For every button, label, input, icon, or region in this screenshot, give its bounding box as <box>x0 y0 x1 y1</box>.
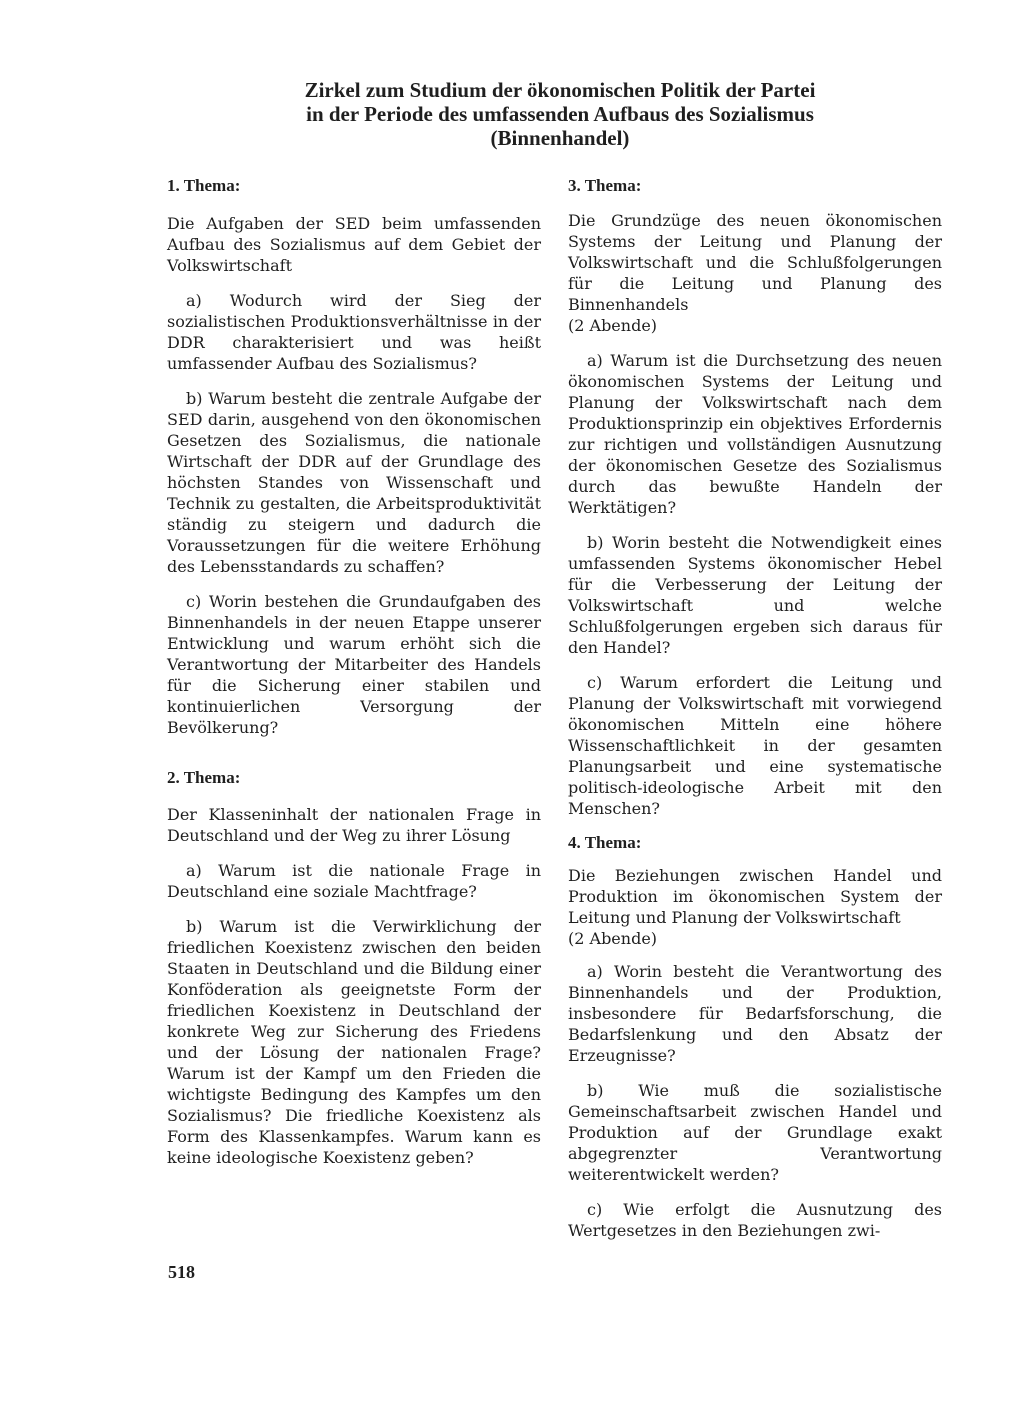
topic-3-question-b: b) Worin besteht die Notwendigkeit eines umfassenden Systems ökonomischer Hebel für die Verbesserung der Leitung der Volkswirtschaft und welche Schlußfolgerungen ergeben sich daraus für den Handel? <box>568 533 942 657</box>
topic-3-intro: Die Grundzüge des neuen ökonomischen Systems der Leitung und Planung der Volkswirtschaft und die Schlußfolgerungen für die Leitung und Planung des Binnenhandels <box>568 211 942 314</box>
left-column <box>167 176 541 1168</box>
topic-4-question-a: a) Worin besteht die Verantwortung des Binnenhandels und der Produktion, insbesondere für Bedarfsforschung, die Bedarfslenkung und den Absatz der Erzeugnisse? <box>568 962 942 1065</box>
page-number: 518 <box>168 1262 195 1282</box>
topic-3-question-a: a) Warum ist die Durchsetzung des neuen ökonomischen Systems der Leitung und Planung der Volkswirtschaft nach dem Produktionsprinzip ein objektives Erfordernis zur richtigen und vollständigen Ausnutzung der ökonomischen Gesetze des Sozialismus durch das bewußte Handeln der Werktätigen? <box>568 351 942 517</box>
topic-3-question-c: c) Warum erfordert die Leitung und Planung der Volkswirtschaft mit vorwiegend ökonomischen Mitteln eine höhere Wissenschaftlichkeit in der gesamten Planungsarbeit und eine systematische politisch-ideologische Arbeit mit den Menschen? <box>568 673 942 818</box>
topic-2-intro: Der Klasseninhalt der nationalen Frage in Deutschland und der Weg zu ihrer Lösung <box>167 805 541 845</box>
page-title <box>200 78 920 150</box>
topic-4-question-b: b) Wie muß die sozialistische Gemeinschaftsarbeit zwischen Handel und Produktion auf der Grundlage exakt abgegrenzter Verantwortung weiterentwickelt werden? <box>568 1081 942 1184</box>
topic-1-heading: 1. Thema: <box>167 176 241 195</box>
title-line-2: in der Periode des umfassenden Aufbaus des Sozialismus <box>306 102 814 126</box>
topic-1-question-c: c) Worin bestehen die Grundaufgaben des Binnenhandels in der neuen Etappe unserer Entwicklung und warum erhöht sich die Verantwortung der Mitarbeiter des Handels für die Sicherung einer stabilen und kontinuierlichen Versorgung der Bevölkerung? <box>167 592 541 737</box>
topic-4-heading: 4. Thema: <box>568 833 642 852</box>
topic-2-question-a: a) Warum ist die nationale Frage in Deutschland eine soziale Machtfrage? <box>167 861 541 901</box>
topic-3-heading: 3. Thema: <box>568 176 642 195</box>
right-column <box>568 176 942 1241</box>
topic-3-evenings: (2 Abende) <box>568 316 658 335</box>
topic-1-question-b: b) Warum besteht die zentrale Aufgabe der SED darin, ausgehend von den ökonomischen Gesetzen des Sozialismus, die nationale Wirtschaft der DDR auf der Grundlage des höchsten Standes von Wissenschaft und Technik zu gestalten, die Arbeitsproduktivität ständig zu steigern und dadurch die Voraussetzungen für die weitere Erhöhung des Lebensstandards zu schaffen? <box>167 389 541 576</box>
topic-4-question-c: c) Wie erfolgt die Ausnutzung des Wertgesetzes in den Beziehungen zwi- <box>568 1200 942 1240</box>
topic-4-evenings: (2 Abende) <box>568 929 658 948</box>
topic-1-intro: Die Aufgaben der SED beim umfassenden Aufbau des Sozialismus auf dem Gebiet der Volkswirtschaft <box>167 214 541 275</box>
topic-1-question-a: a) Wodurch wird der Sieg der sozialistischen Produktionsverhältnisse in der DDR charakterisiert und was heißt umfassender Aufbau des Sozialismus? <box>167 291 541 373</box>
topic-2-question-b: b) Warum ist die Verwirklichung der friedlichen Koexistenz zwischen den beiden Staaten in Deutschland und die Bildung einer Konföderation als geeignetste Form der friedlichen Koexistenz in Deutschland der konkrete Weg zur Sicherung des Friedens und der Lösung der nationalen Frage? Warum ist der Kampf um den Frieden die wichtigste Bedingung des Kampfes um den Sozialismus? Die friedliche Koexistenz als Form des Klassenkampfes. Warum kann es keine ideologische Koexistenz geben? <box>167 917 541 1167</box>
title-line-3: (Binnenhandel) <box>490 126 630 150</box>
topic-2-heading: 2. Thema: <box>167 768 241 787</box>
topic-4-intro: Die Beziehungen zwischen Handel und Produktion im ökonomischen System der Leitung und Planung der Volkswirtschaft <box>568 866 942 927</box>
title-line-1: Zirkel zum Studium der ökonomischen Politik der Partei <box>304 78 816 102</box>
